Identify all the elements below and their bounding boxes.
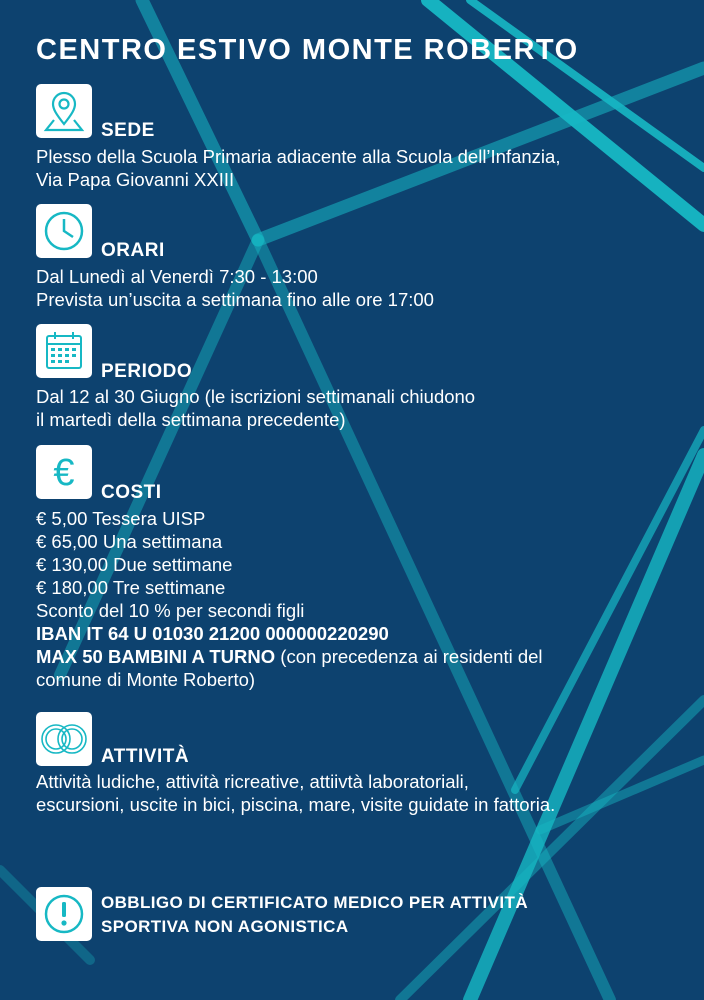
periodo-line: Dal 12 al 30 Giugno (le iscrizioni settimanali chiudono [36,386,476,407]
costi-line: Sconto del 10 % per secondi figli [36,600,305,621]
orari-line: Prevista un’uscita a settimana fino alle ore 17:00 [36,289,434,310]
clock-icon [36,204,92,258]
periodo-text [36,385,686,431]
overlapping-circles-icon [36,712,92,766]
costi-line: € 5,00 Tessera UISP [36,508,206,529]
page-title: CENTRO ESTIVO MONTE ROBERTO [36,34,579,66]
sede-heading: SEDE [101,120,155,141]
attivita-heading: ATTIVITÀ [101,746,190,767]
exclamation-icon [36,887,92,941]
costi-text [36,507,686,691]
max-children-rest: (con precedenza ai residenti del [275,646,543,667]
svg-text:€: € [53,452,75,494]
orari-text [36,265,686,311]
notice-line: SPORTIVA NON AGONISTICA [101,917,349,936]
periodo-line: il martedì della settimana precedente) [36,409,346,430]
periodo-heading: PERIODO [101,361,193,382]
sede-line: Plesso della Scuola Primaria adiacente alla Scuola dell’Infanzia, [36,146,561,167]
calendar-icon [36,324,92,378]
location-pin-icon [36,84,92,138]
medical-certificate-notice [101,891,528,939]
costi-heading: COSTI [101,482,162,503]
max-children-bold: MAX 50 BAMBINI A TURNO [36,646,276,667]
orari-heading: ORARI [101,240,165,261]
notice-line: OBBLIGO DI CERTIFICATO MEDICO PER ATTIVITÀ [101,893,528,912]
costi-line: € 130,00 Due settimane [36,554,233,575]
max-children-line-2: comune di Monte Roberto) [36,669,256,690]
attivita-line: escursioni, uscite in bici, piscina, mare, visite guidate in fattoria. [36,794,556,815]
euro-icon [36,445,92,499]
costi-line: € 180,00 Tre settimane [36,577,226,598]
sede-text [36,145,686,191]
attivita-line: Attività ludiche, attività ricreative, attiivtà laboratoriali, [36,771,469,792]
costi-line: € 65,00 Una settimana [36,531,223,552]
sede-line: Via Papa Giovanni XXIII [36,169,235,190]
iban-line: IBAN IT 64 U 01030 21200 000000220290 [36,623,389,644]
max-children-line [36,645,686,668]
orari-line: Dal Lunedì al Venerdì 7:30 - 13:00 [36,266,318,287]
attivita-text [36,770,686,816]
